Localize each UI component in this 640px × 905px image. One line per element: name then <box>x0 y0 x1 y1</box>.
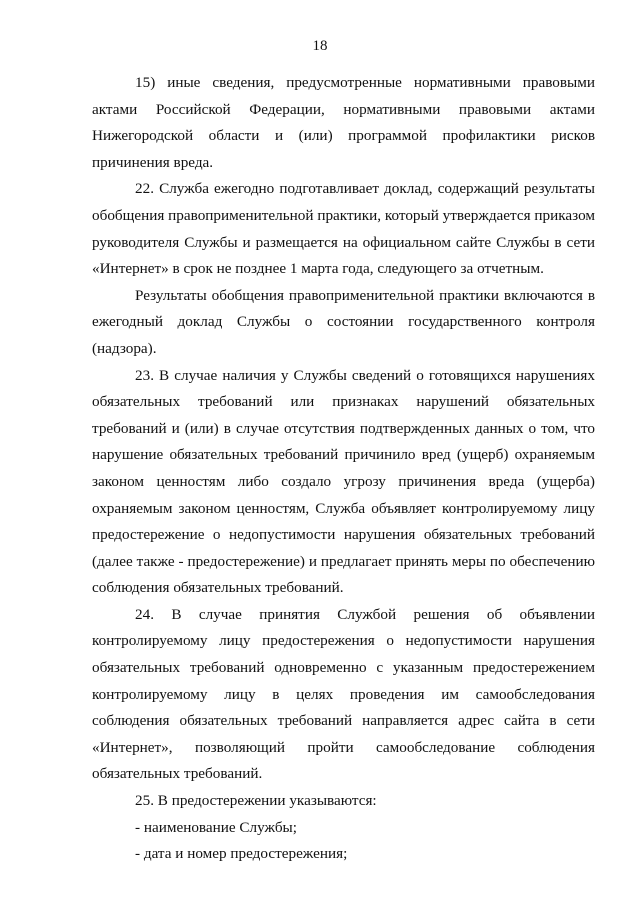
paragraph-23: 23. В случае наличия у Службы сведений о готовящихся нарушениях обязательных требований или признаках нарушений обязательных требований и (или) в случае отсутствия подтвержденных данных о том, что нарушение обязательных требований причинило вред (ущерб) охраняемым законом ценностям либо создало угрозу причинения вреда (ущерба) охраняемым законом ценностям, Служба объявляет контролируемому лицу предостережение о недопустимости нарушения обязательных требований (далее также - предостережение) и предлагает принять меры по обеспечению соблюдения обязательных требований. <box>92 366 595 597</box>
page-number: 18 <box>312 38 328 54</box>
paragraph-22: 22. Служба ежегодно подготавливает доклад, содержащий результаты обобщения правоприменительной практики, который утверждается приказом руководителя Службы и размещается на официальном сайте Службы в сети «Интернет» в срок не позднее 1 марта года, следующего за отчетным. <box>92 180 595 278</box>
list-item-warning-date-number: - дата и номер предостережения; <box>135 845 348 863</box>
document-body <box>92 70 595 868</box>
paragraph-25: 25. В предостережении указываются: <box>135 792 377 810</box>
list-item-service-name: - наименование Службы; <box>135 818 297 836</box>
paragraph-24: 24. В случае принятия Службой решения об объявлении контролируемому лицу предостережения о недопустимости нарушения обязательных требований одновременно с указанным предостережением контролируемому лицу в целях проведения им самообследования соблюдения обязательных требований направляется адрес сайта в сети «Интернет», позволяющий пройти самообследование соблюдения обязательных требований. <box>92 605 595 783</box>
paragraph-22-results: Результаты обобщения правоприменительной практики включаются в ежегодный доклад Службы о состоянии государственного контроля (надзора). <box>92 286 595 357</box>
paragraph-item-15: 15) иные сведения, предусмотренные нормативными правовыми актами Российской Федерации, нормативными правовыми актами Нижегородской области и (или) программой профилактики рисков причинения вреда. <box>92 74 595 171</box>
